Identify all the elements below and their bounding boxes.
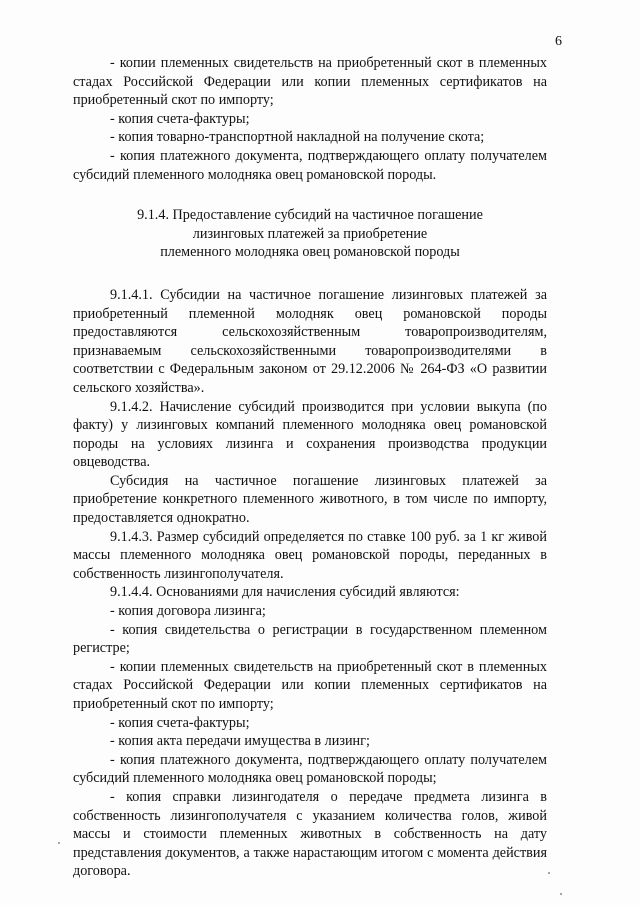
paragraph-subsidy-once: Субсидия на частичное погашение лизинговых платежей за приобретение конкретного племенного животного, в том числе по импорту, предоставляется однократно.	[73, 472, 547, 527]
paragraph-9-1-4-2: 9.1.4.2. Начисление субсидий производится при условии выкупа (по факту) у лизинговых компаний племенного молодняка овец романовской породы на условиях лизинга и сохранения производства продукции овцеводства.	[73, 398, 547, 471]
scan-speck	[548, 872, 550, 874]
top-list-item: - копии племенных свидетельств на приобретенный скот в племенных стадах Российской Федерации или копии племенных сертификатов на приобретенный скот по импорту;	[73, 55, 547, 109]
heading-line: 9.1.4. Предоставление субсидий на частичное погашение	[137, 207, 483, 224]
section-heading	[73, 206, 547, 262]
list-item: - копия свидетельства о регистрации в государственном племенном регистре;	[73, 621, 547, 657]
top-list-item: - копия платежного документа, подтверждающего оплату получателем субсидий племенного молодняка овец романовской породы.	[73, 147, 547, 183]
paragraph-9-1-4-1: 9.1.4.1. Субсидии на частичное погашение лизинговых платежей за приобретенный племенной молодняк овец романовской породы предоставляются сельскохозяйственным товаропроизводителям, признаваемым сельскохозяйственными товаропроизводителями в соответствии с Федеральным законом от 29.12.2006 № 264-ФЗ «О развитии сельского хозяйства».	[73, 286, 547, 396]
document-body	[73, 54, 547, 881]
list-item: - копия счета-фактуры;	[110, 714, 250, 731]
heading-line: племенного молодняка овец романовской породы	[160, 244, 460, 261]
scan-speck	[58, 842, 60, 844]
list-item: - копии племенных свидетельств на приобретенный скот в племенных стадах Российской Федерации или копии племенных сертификатов на приобретенный скот по импорту;	[73, 658, 547, 712]
paragraph-9-1-4-3: 9.1.4.3. Размер субсидий определяется по ставке 100 руб. за 1 кг живой массы племенного молодняка овец романовской породы, переданных в собственность лизингополучателя.	[73, 528, 547, 582]
heading-line: лизинговых платежей за приобретение	[192, 225, 428, 242]
top-list-item: - копия счета-фактуры;	[110, 110, 250, 127]
top-list-item: - копия товарно-транспортной накладной на получение скота;	[110, 129, 485, 146]
list-item: - копия договора лизинга;	[110, 603, 266, 620]
list-item: - копия акта передачи имущества в лизинг;	[110, 733, 370, 750]
list-item: - копия справки лизингодателя о передаче предмета лизинга в собственность лизингополучателя с указанием количества голов, живой массы и стоимости племенных животных в собственность на дату представления документов, а также нарастающим итогом с момента действия договора.	[73, 788, 547, 880]
page-number: 6	[555, 34, 562, 49]
scan-speck	[560, 893, 562, 895]
list-item: - копия платежного документа, подтверждающего оплату получателем субсидий племенного молодняка овец романовской породы;	[73, 751, 547, 787]
paragraph-9-1-4-4: 9.1.4.4. Основаниями для начисления субсидий являются:	[110, 584, 460, 601]
